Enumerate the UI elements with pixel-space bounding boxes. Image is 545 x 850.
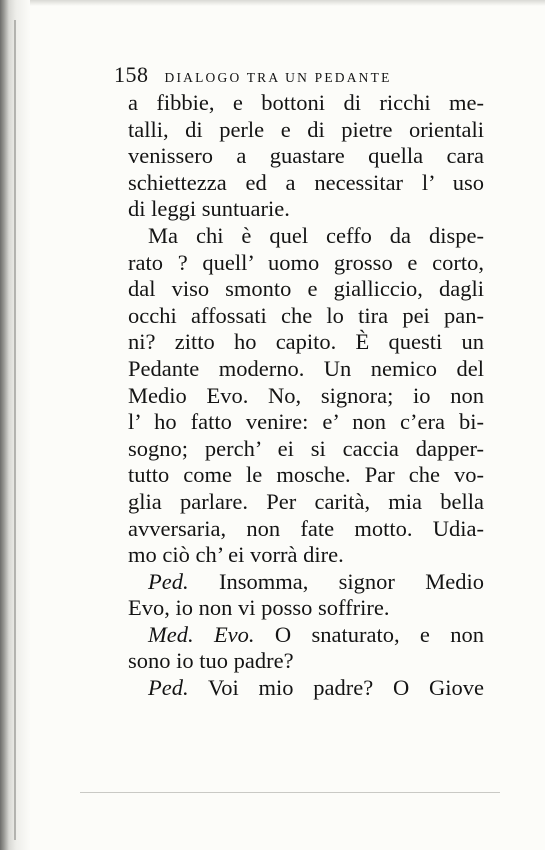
dialogue-line <box>128 569 484 596</box>
text-line: occhi affossati che lo tira pei pan- <box>128 302 484 328</box>
text-line: ni? zitto ho capito. È questi un <box>128 329 484 355</box>
text-line: talli, di perle e di pietre orientali <box>128 116 484 142</box>
text-line: mo ciò ch’ ei vorrà dire. <box>128 542 344 568</box>
gutter-shadow <box>14 20 16 840</box>
dialogue-line <box>128 675 484 702</box>
page-number: 158 <box>114 62 149 87</box>
dialogue-text: Evo, io non vi posso soffrire. <box>128 595 390 621</box>
text-line: Pedante moderno. Un nemico del <box>128 355 484 381</box>
speaker-name: Med. Evo. <box>148 621 255 647</box>
dialogue-line <box>128 595 484 622</box>
body-text <box>128 90 484 702</box>
dialogue-text: O snaturato, e non <box>254 621 484 647</box>
running-head: DIALOGO TRA UN PEDANTE <box>164 70 392 85</box>
text-line: Medio Evo. No, signora; io non <box>128 382 484 408</box>
text-line: schiettezza ed a necessitar l’ uso <box>128 169 484 195</box>
dialogue-text: sono io tuo padre? <box>128 648 294 674</box>
dialogue-text: Voi mio padre? O Giove <box>188 675 484 701</box>
page-header <box>114 62 454 88</box>
binding-gutter <box>0 0 30 850</box>
speaker-name: Ped. <box>148 675 189 701</box>
dialogue-line <box>128 622 484 649</box>
text-line: sogno; perch’ ei si caccia dapper- <box>128 435 484 461</box>
text-line: glia parlare. Per carità, mia bella <box>128 488 484 514</box>
text-line: Ma chi è quel ceffo da dispe- <box>148 222 484 248</box>
text-line: a fibbie, e bottoni di ricchi me- <box>128 90 484 115</box>
dialogue-line <box>128 648 484 675</box>
text-line: venissero a guastare quella cara <box>128 143 484 169</box>
page-top-edge <box>30 0 545 6</box>
text-line: dal viso smonto e gialliccio, dagli <box>128 276 484 302</box>
text-line: l’ ho fatto venire: e’ non c’era bi- <box>128 409 484 435</box>
page-foot-stain <box>80 792 500 793</box>
dialogue-text: Insomma, signor Medio <box>188 568 484 594</box>
text-line: tutto come le mosche. Par che vo- <box>128 462 484 488</box>
text-line: di leggi suntuarie. <box>128 196 290 222</box>
speaker-name: Ped. <box>148 568 189 594</box>
text-line: rato ? quell’ uomo grosso e corto, <box>128 249 484 275</box>
text-line: avversaria, non fate motto. Udia- <box>128 515 484 541</box>
